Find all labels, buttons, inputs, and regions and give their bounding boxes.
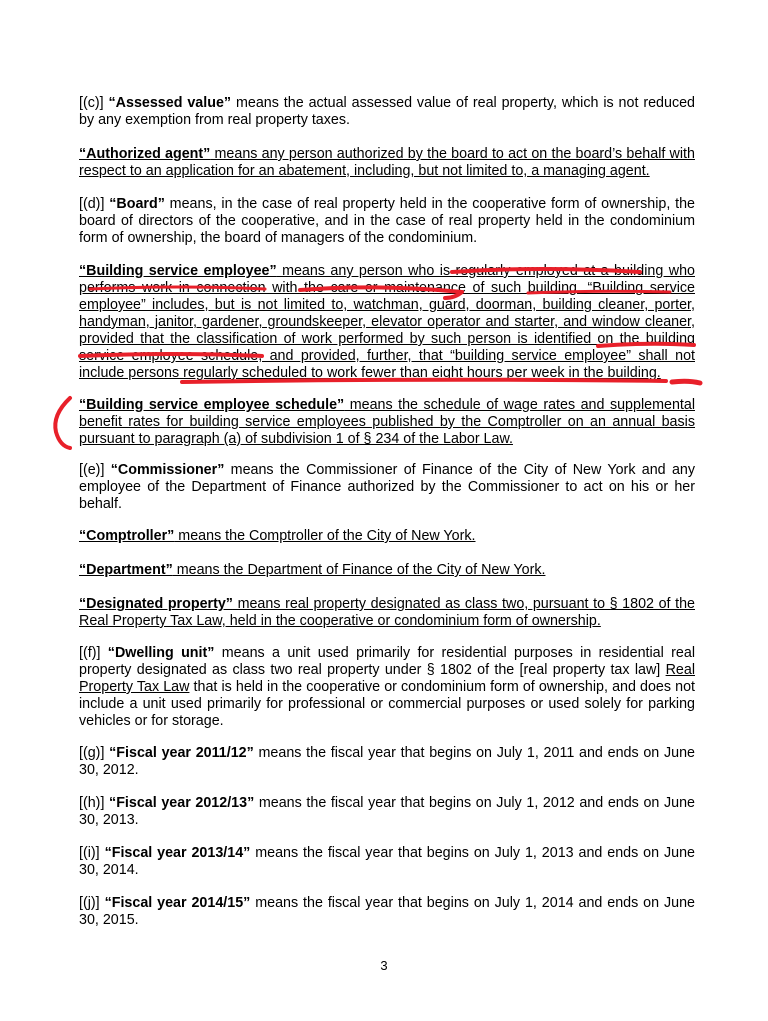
definition-body: means the fiscal year that begins on July 1, 2014 and ends on June 30, 2015.: [79, 895, 695, 928]
definition-prefix: [(j)]: [79, 895, 105, 911]
definition-authorized-agent: [79, 146, 695, 180]
definition-body: means the fiscal year that begins on July 1, 2011 and ends on June 30, 2012.: [79, 745, 695, 778]
definition-term: “Fiscal year 2013/14”: [104, 845, 251, 861]
definition-term: “Assessed value”: [108, 95, 232, 111]
definition-body: means the actual assessed value of real property, which is not reduced by any exemption from real property taxes.: [79, 95, 696, 128]
definition-prefix: [(i)]: [79, 845, 105, 861]
definition-term: “Building service employee”: [79, 263, 277, 279]
annotation-bracket: [55, 398, 70, 448]
definition-comptroller: [79, 528, 695, 545]
definition-body: means, in the case of real property held in the cooperative form of ownership, the board of directors of the cooperative, and in the case of real property held in the condominium form of ownership, the board of managers of the condominium.: [79, 196, 696, 246]
definition-term: “Dwelling unit”: [107, 645, 215, 661]
definition-body: means a unit used primarily for residential purposes in residential real property designated as class two real property under § 1802 of the [real property tax law]: [79, 645, 695, 678]
definition-building-service-employee-schedule: [79, 397, 695, 448]
definition-term: “Commissioner”: [110, 462, 225, 478]
definition-prefix: [(f)]: [79, 645, 108, 661]
definition-term: “Board”: [109, 196, 165, 212]
definition-body: means the schedule of wage rates and supplemental benefit rates for building service employees published by the Comptroller on an annual basis pursuant to paragraph (a) of subdivision 1 of § 234 of the Labor Law.: [79, 397, 695, 447]
definition-prefix: [(g)]: [79, 745, 110, 761]
definition-assessed-value: [79, 95, 695, 129]
definition-term: “Department”: [79, 562, 173, 578]
definition-term: “Fiscal year 2011/12”: [109, 745, 254, 761]
definition-term: “Fiscal year 2014/15”: [104, 895, 251, 911]
definition-building-service-employee: [79, 263, 695, 382]
definition-dwelling-unit: [79, 645, 695, 730]
definition-body: means the fiscal year that begins on July 1, 2013 and ends on June 30, 2014.: [79, 845, 695, 878]
definition-body: means real property designated as class two, pursuant to § 1802 of the Real Property Tax Law, held in the cooperative or condominium form of ownership.: [79, 596, 695, 629]
definition-term: “Comptroller”: [79, 528, 175, 544]
definition-body: means the fiscal year that begins on July 1, 2012 and ends on June 30, 2013.: [79, 795, 695, 828]
definition-body-cont: that is held in the cooperative or condominium form of ownership, and does not include a unit used primarily for professional or commercial purposes or used solely for parking vehicles or for storage.: [79, 679, 695, 729]
definition-prefix: [(h)]: [79, 795, 110, 811]
definition-prefix: [(c)]: [79, 95, 109, 111]
definition-department: [79, 562, 695, 579]
definition-designated-property: [79, 596, 695, 630]
definition-fiscal-year-2014-15: [79, 895, 695, 929]
definition-fiscal-year-2011-12: [79, 745, 695, 779]
definition-term: “Fiscal year 2012/13”: [109, 795, 255, 811]
definition-body: means any person authorized by the board to act on the board’s behalf with respect to an application for an abatement, including, but not limited to, a managing agent.: [79, 146, 695, 179]
definition-body-inserted: Real Property Tax Law: [79, 662, 695, 695]
definition-commissioner: [79, 462, 695, 513]
definition-term: “Designated property”: [79, 596, 233, 612]
definition-body: means the Comptroller of the City of New York.: [174, 528, 476, 544]
definition-fiscal-year-2012-13: [79, 795, 695, 829]
page-number: 3: [380, 958, 388, 973]
definition-prefix: [(d)]: [79, 196, 110, 212]
definition-term: “Authorized agent”: [79, 146, 211, 162]
definition-fiscal-year-2013-14: [79, 845, 695, 879]
definition-term: “Building service employee schedule”: [79, 397, 345, 413]
definition-body: means any person who is regularly employed at a building who performs work in connection with the care or maintenance of such building. “Building service employee” includes, but is not limited to, watchman, guard, doorman, building cleaner, porter, handyman, janitor, gardener, groundskeeper, elevator operator and starter, and window cleaner, provided that the classification of work performed by such person is identified on the building service employee schedule, and provided, further, that “building service employee” shall not include persons regularly scheduled to work fewer than eight hours per week in the building.: [79, 263, 695, 381]
definition-prefix: [(e)]: [79, 462, 111, 478]
definition-board: [79, 196, 695, 247]
definition-body: means the Department of Finance of the City of New York.: [172, 562, 546, 578]
definition-body: means the Commissioner of Finance of the City of New York and any employee of the Department of Finance authorized by the Commissioner to act on his or her behalf.: [79, 462, 695, 512]
